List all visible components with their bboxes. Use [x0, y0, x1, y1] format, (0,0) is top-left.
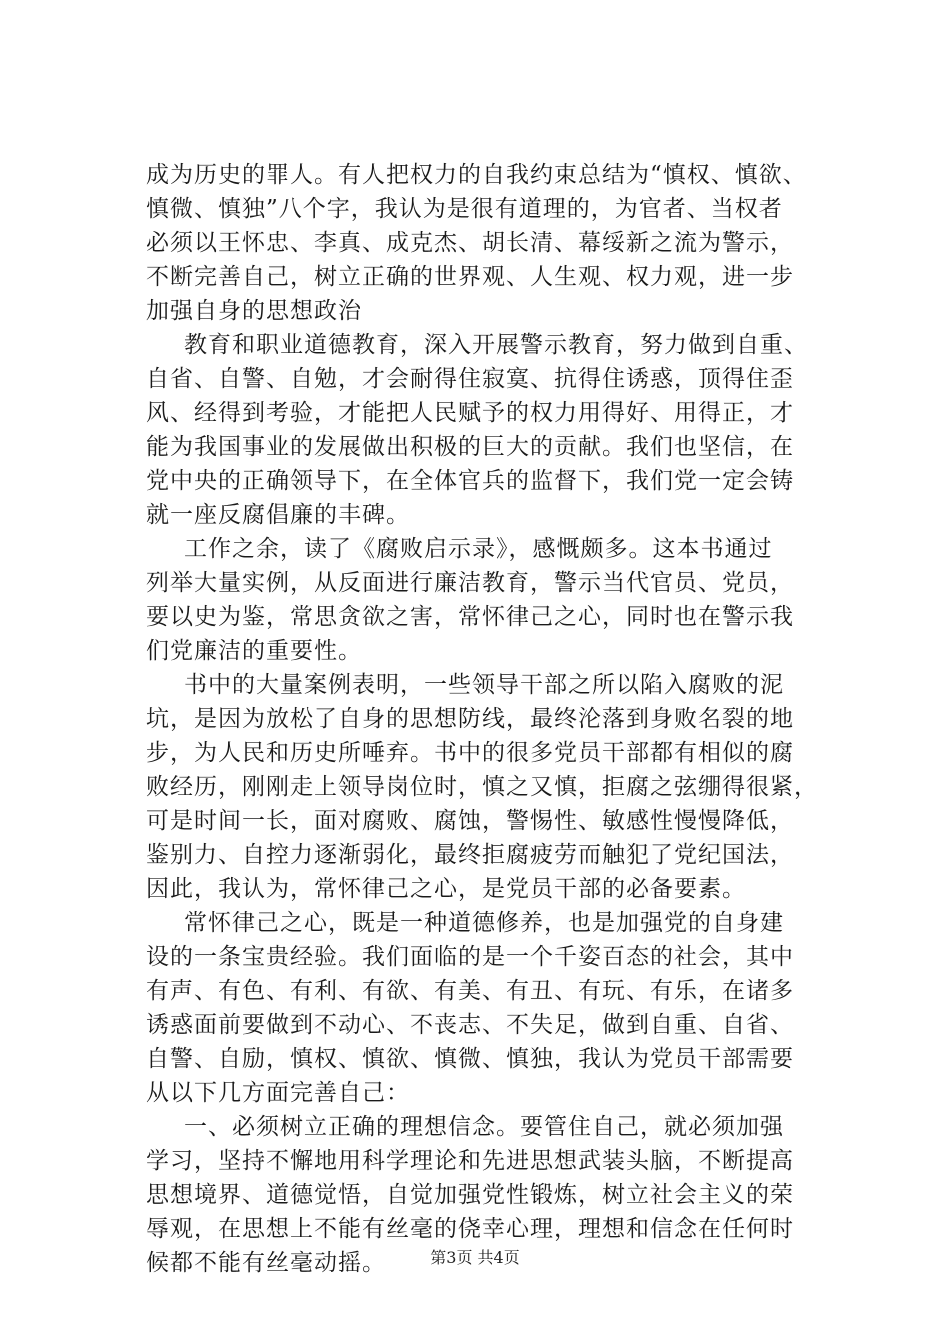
- text-line: 党中央的正确领导下，在全体官兵的监督下，我们党一定会铸: [146, 468, 794, 494]
- text-line: 一、必须树立正确的理想信念。要管住自己，就必须加强: [184, 1114, 784, 1140]
- text-line: 败经历，刚刚走上领导岗位时，慎之又慎，拒腐之弦绷得很紧，: [146, 774, 818, 800]
- text-line: 工作之余，读了《腐败启示录》，感慨颇多。这本书通过: [184, 536, 773, 562]
- text-line: 学习，坚持不懈地用科学理论和先进思想武装头脑，不断提高: [146, 1148, 794, 1174]
- text-line: 可是时间一长，面对腐败、腐蚀，警惕性、敏感性慢慢降低，: [146, 808, 794, 834]
- paragraph: [146, 328, 856, 532]
- text-line: 成为历史的罪人。有人把权力的自我约束总结为“慎权、慎欲、: [146, 162, 807, 188]
- text-line: 教育和职业道德教育，深入开展警示教育，努力做到自重、: [184, 332, 808, 358]
- text-line: 要以史为鉴，常思贪欲之害，常怀律己之心，同时也在警示我: [146, 604, 794, 630]
- text-line: 有声、有色、有利、有欲、有美、有丑、有玩、有乐，在诸多: [146, 978, 794, 1004]
- text-line: 不断完善自己，树立正确的世界观、人生观、权力观，进一步: [146, 264, 794, 290]
- text-line: 辱观，在思想上不能有丝毫的侥幸心理，理想和信念在任何时: [146, 1216, 794, 1242]
- text-line: 自省、自警、自勉，才会耐得住寂寞、抗得住诱惑，顶得住歪: [146, 366, 794, 392]
- text-line: 书中的大量案例表明，一些领导干部之所以陷入腐败的泥: [184, 672, 784, 698]
- paragraph: [146, 906, 856, 1110]
- page-number: 第3页 共4页: [430, 1248, 520, 1267]
- text-line: 风、经得到考验，才能把人民赋予的权力用得好、用得正，才: [146, 400, 794, 426]
- paragraph: [146, 668, 856, 906]
- text-line: 列举大量实例，从反面进行廉洁教育，警示当代官员、党员，: [146, 570, 794, 596]
- text-line: 常怀律己之心，既是一种道德修养，也是加强党的自身建: [184, 910, 784, 936]
- text-line: 诱惑面前要做到不动心、不丧志、不失足，做到自重、自省、: [146, 1012, 794, 1038]
- text-line: 慎微、慎独”八个字，我认为是很有道理的，为官者、当权者: [146, 196, 783, 222]
- text-line: 因此，我认为，常怀律己之心，是党员干部的必备要素。: [146, 876, 746, 902]
- text-line: 步，为人民和历史所唾弃。书中的很多党员干部都有相似的腐: [146, 740, 794, 766]
- text-line: 候都不能有丝毫动摇。: [146, 1250, 386, 1276]
- text-line: 就一座反腐倡廉的丰碑。: [146, 502, 410, 528]
- text-line: 自警、自励，慎权、慎欲、慎微、慎独，我认为党员干部需要: [146, 1046, 794, 1072]
- text-line: 设的一条宝贵经验。我们面临的是一个千姿百态的社会，其中: [146, 944, 794, 970]
- text-line: 坑，是因为放松了自身的思想防线，最终沦落到身败名裂的地: [146, 706, 794, 732]
- text-line: 从以下几方面完善自己：: [146, 1080, 410, 1106]
- paragraph: [146, 158, 856, 328]
- paragraph: [146, 532, 856, 668]
- text-line: 思想境界、道德觉悟，自觉加强党性锻炼，树立社会主义的荣: [146, 1182, 794, 1208]
- text-line: 加强自身的思想政治: [146, 298, 362, 324]
- page-footer: [0, 1245, 950, 1268]
- text-line: 能为我国事业的发展做出积极的巨大的贡献。我们也坚信，在: [146, 434, 794, 460]
- text-line: 必须以王怀忠、李真、成克杰、胡长清、幕绥新之流为警示，: [146, 230, 794, 256]
- body-text: [146, 158, 856, 1280]
- text-line: 鉴别力、自控力逐渐弱化，最终拒腐疲劳而触犯了党纪国法，: [146, 842, 794, 868]
- text-line: 们党廉洁的重要性。: [146, 638, 362, 664]
